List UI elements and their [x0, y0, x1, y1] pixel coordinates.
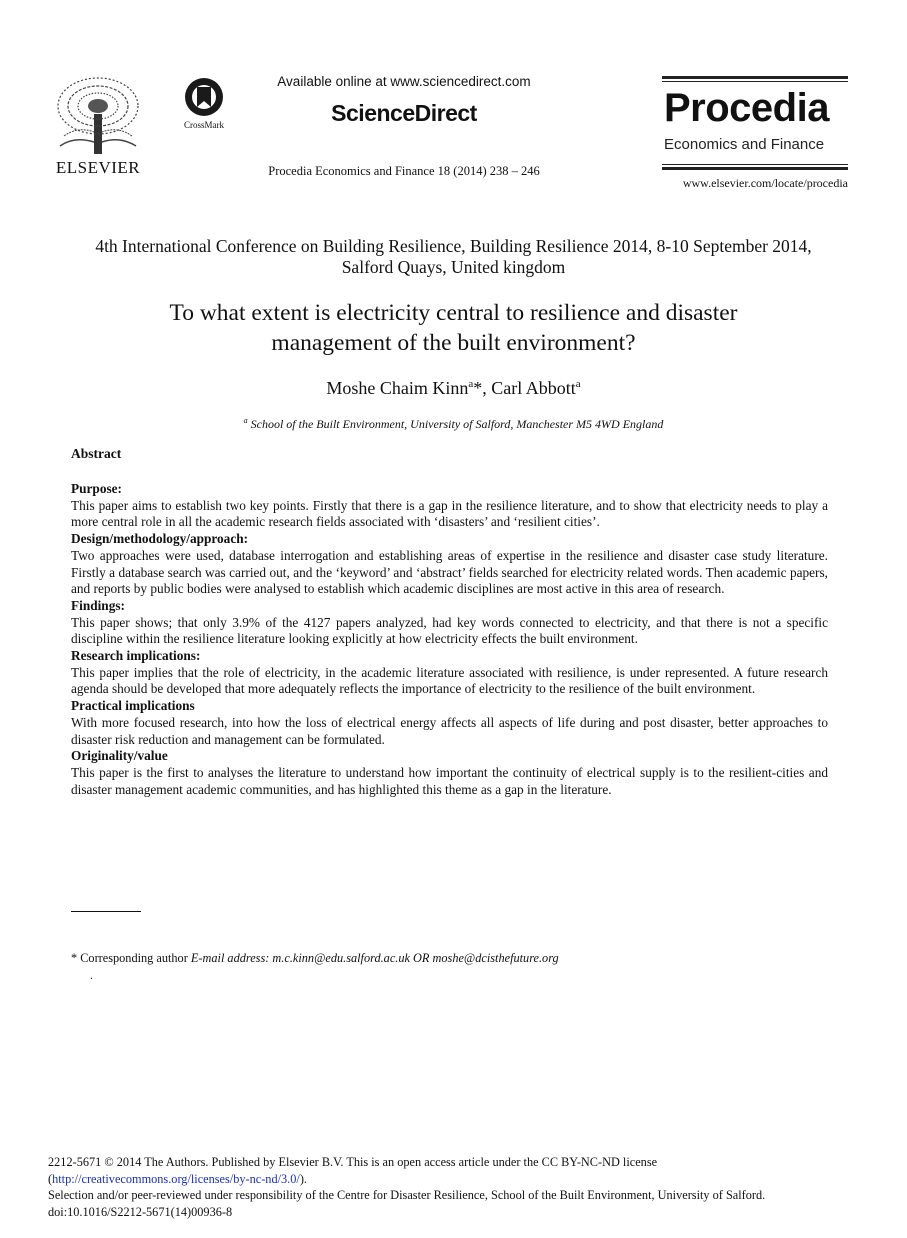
elsevier-wordmark: ELSEVIER [55, 158, 141, 177]
affiliation-mark: a [468, 378, 474, 390]
procedia-masthead [662, 76, 848, 194]
abstract-section-text: Two approaches were used, database interrogation and establishing areas of expertise in the resilience and disaster case study literature. Firstly a database search was carried out, and the ‘keyword’ and ‘abstract’ fields searched for electricity related words. Then academic papers, and reports by public bodies were analysed to establish which academic disciplines are most active in this area of research. [71, 547, 828, 597]
conference-name: 4th International Conference on Building Resilience, Building Resilience 2014, 8-10 September 2014, Salford Quays, United kingdom [95, 236, 812, 277]
journal-subtitle: Economics and Finance [664, 136, 825, 153]
abstract-section-heading: Practical implications [71, 698, 195, 714]
paper-title-line: management of the built environment? [271, 330, 636, 356]
paper-title-line: To what extent is electricity central to resilience and disaster [169, 300, 738, 326]
masthead-rule [662, 76, 848, 79]
journal-url[interactable]: www.elsevier.com/locate/procedia [682, 176, 848, 190]
license-line [48, 1171, 868, 1188]
elsevier-tree-icon [54, 76, 142, 156]
copyright-line: 2212-5671 © 2014 The Authors. Published by Elsevier B.V. This is an open access article under the CC BY-NC-ND license [48, 1155, 658, 1169]
abstract-body [71, 481, 828, 798]
journal-reference: Procedia Economics and Finance 18 (2014) 238 – 246 [268, 164, 540, 178]
abstract-section-heading: Research implications: [71, 648, 201, 664]
license-paren: ). [299, 1171, 307, 1186]
footnote-trailing: . [90, 968, 93, 982]
masthead-rule [662, 167, 848, 170]
abstract-section-heading: Originality/value [71, 748, 168, 764]
author-name: Moshe Chaim Kinn [326, 378, 469, 398]
license-link[interactable]: http://creativecommons.org/licenses/by-nc-nd/3.0/ [52, 1171, 300, 1186]
footnote-prefix: * Corresponding author [71, 951, 191, 965]
affiliation-mark: a [243, 416, 248, 425]
abstract-section-text: This paper shows; that only 3.9% of the 4127 papers analyzed, had key words connected to electricity, and that there is not a specific discipline within the resilience literature looking explicitly at how electricity effects the built environment. [71, 614, 828, 647]
email-label: E-mail address: [190, 951, 273, 965]
corresponding-author-footnote [71, 951, 559, 966]
journal-brand: Procedia [664, 86, 829, 130]
paper-title [70, 298, 837, 358]
crossmark-badge[interactable] [176, 76, 232, 132]
abstract-section-text: This paper implies that the role of electricity, in the academic literature associated with resilience, is under represented. A future research agenda should be developed that more adequately reflects the importance of electricity to the resilience of the built environment. [71, 664, 828, 697]
author-name: Carl Abbott [491, 378, 576, 398]
elsevier-logo [50, 76, 146, 176]
affiliation [70, 416, 837, 432]
corresponding-mark: *, [473, 378, 492, 398]
affiliation-text: School of the Built Environment, University of Salford, Manchester M5 4WD England [247, 417, 664, 431]
affiliation-mark: a [575, 378, 581, 390]
copyright-block [48, 1154, 868, 1221]
crossmark-icon [181, 76, 227, 120]
peer-review-line: Selection and/or peer-reviewed under responsibility of the Centre for Disaster Resilience, School of the Built Environment, University of Salford. [48, 1188, 766, 1203]
abstract-section-text: With more focused research, into how the loss of electrical energy affects all aspects of life during and post disaster, better approaches to disaster risk reduction and management can be formulated. [71, 714, 828, 747]
available-online: Available online at www.sciencedirect.com [277, 74, 531, 89]
abstract-section-text: This paper is the first to analyses the literature to understand how important the continuity of electrical supply is to the resilient-cities and disaster management academic communities, and has highlighted this theme as a gap in the literature. [71, 764, 828, 797]
abstract-section-heading: Findings: [71, 597, 125, 613]
masthead-rule [662, 164, 848, 165]
doi-line[interactable]: doi:10.1016/S2212-5671(14)00936-8 [48, 1205, 233, 1220]
abstract-section-heading: Design/methodology/approach: [71, 531, 249, 547]
footnote-rule [71, 911, 141, 912]
crossmark-label: CrossMark [184, 120, 224, 130]
license-paren: ( [48, 1171, 53, 1186]
abstract-heading: Abstract [71, 446, 122, 461]
author-list [70, 378, 837, 399]
abstract-section-text: This paper aims to establish two key points. Firstly that there is a gap in the resilience literature, and to show that electricity needs to play a more central role in all the academic research fields associated with ‘disasters’ and ‘resilient cities’. [71, 497, 828, 530]
author-emails[interactable]: m.c.kinn@edu.salford.ac.uk OR moshe@dcisthefuture.org [272, 951, 559, 965]
abstract-section-heading: Purpose: [71, 481, 122, 496]
sciencedirect-wordmark: ScienceDirect [331, 100, 477, 126]
masthead-rule [662, 81, 848, 82]
